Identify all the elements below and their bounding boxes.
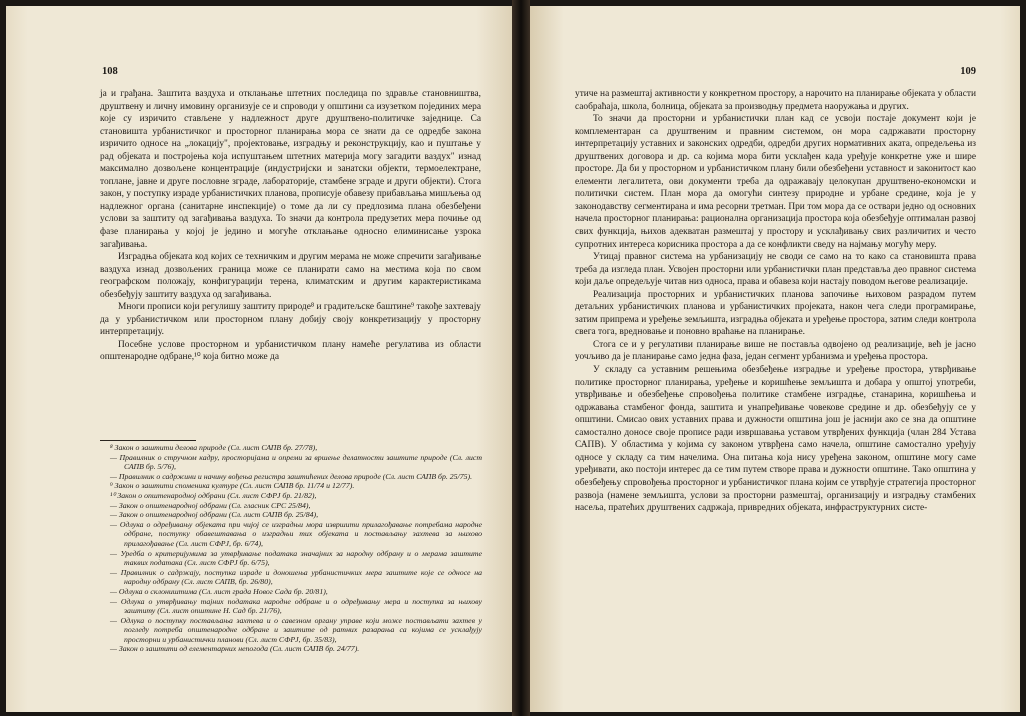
footnote: — Правилник о садржају, поступка израде и доношења урбанистичких мера заштите које се односе на народну одбрану (Сл. лист САПВ, бр. 26/80), [110,567,482,587]
footnote: ¹⁰ Закон о општенародној одбрани (Сл. лист СФРЈ бр. 21/82), [110,490,317,500]
footnote: — Правилник о стручном кадру, просторијама и опреми за вршење делатности заштите природе (Сл. лист САПВ бр. 5/76), [110,452,482,472]
footnote: — Закон о општенародној одбрани (Сл. гласник СРС 25/84), [110,500,311,510]
footnotes [110,443,482,654]
paragraph: Посебне услове просторном и урбанистичком плану намеће регулатива из области општенародне одбране,¹⁰ која битно може да [100,339,481,363]
left-page-body [100,88,481,364]
paragraph: То значи да просторни и урбанистички план кад се усвоји постаје документ који је комплементаран са друштвеним и правним системом, он мора садржавати просторну интерпретацију уставних и законских одредби, одредби других нормативних аката, опредељења из друштвених договора и др. са којима мора бити усклађен када уређује конкретне уже и шире просторе. Да би у просторном и урбанистичком плану били обезбеђени уставност и законитост као елементи легалитета, ови документи треба да одражавају целокупан друштвено-економски и политички систем. План мора да омогући синтезу природне и урбане средине, која је у законодавству сегментирана и има ресорни третман. При том мора да се оствари једно од основних начела просторног планирања: рационална организација простора која обезбеђује оптималан развој свих функција, њихов адекватан размештај у простору и усклађивању свих различитих и често супротних интереса корисника простора а да се конфликти сведу на најмању могућу меру. [575,114,976,250]
footnote: ⁸ Закон о заштити делова природе (Сл. лист САПВ бр. 27/78), [110,443,318,452]
page-number-right: 109 [960,66,976,77]
paragraph: Стога се и у регулативи планирање више не поставља одвојено од реализације, већ је јасно уочљиво да је планирање само једна фаза, један сегмент урбанизма и уређења простора. [575,339,976,363]
left-page [6,6,512,712]
paragraph: Реализација просторних и урбанистичких планова започиње њиховом разрадом путем детаљних урбанистичких планова и урбанистичких пројеката, након чега следи програмирање, затим припрема и уређење земљишта, изградња објеката и уређење простора, затим следи контрола свега тога, вредновање и поновно враћање на планирање. [575,289,976,338]
footnote: — Одлука о склоништима (Сл. лист града Новог Сада бр. 20/81), [110,586,328,596]
footnote: — Закон о општенародној одбрани (Сл. лист САПВ бр. 25/84), [110,510,319,520]
footnote-rule [100,440,196,441]
footnote: — Правилник о садржини и начину вођења регистра заштићених делова природе (Сл. лист САПВ бр. 25/75). [110,471,473,481]
page-number-left: 108 [102,66,118,77]
footnote: — Закон о заштити од елементарних непогода (Сл. лист САПВ бр. 24/77). [110,644,360,654]
right-page-body [575,88,976,515]
paragraph: Утицај правног система на урбанизацију не своди се само на то како са становишта права треба да изгледа план. Усвојен просторни или урбанистички план представља део правног система који даље опредељује читав низ односа, права и обавеза који настају поводом његове реализације. [575,252,976,288]
book-gutter [512,0,530,716]
paragraph: Многи прописи који регулишу заштиту природе⁸ и градитељске баштине⁹ такође захтевају да у урбанистичком или просторном плану добију своју конкретизацију у просторну интерпретацију. [100,302,481,338]
paragraph: У складу са уставним решењима обезбеђење изградње и уређење простора, утврђивање политике просторног планирања, уређење и коришћење земљишта и добара у општој употреби, утврђивање и обезбеђење спровођења политике стамбене изградње, станарина, коришћења и одржавања стамбеног фонда, заштита и унапређивање човекове средине и др. обезбеђују се у општини. Смисао ових уставних права и дужности општина још је јаснији ако се зна да општине самостално доносе своје прописе ради извршавања уставом утврђених функција (члан 284 Устава САПВ). У областима у којима су законом утврђена само начела, општине самостално уређују односе у складу са тим начелима. Она питања која нису уређена законом, општине могу саме уређивати, ако постоји интерес да се тим путем створе права и дужности општине. Тако општина у обезбеђењу спровођења просторног и урбанистичког плана којим се утврђује стратегија просторног развоја (намене земљишта, услови за просторни размештај, организацију и изградњу стамбених насеља, пратећих друштвених садржаја, привредних објеката, инфраструктурних систе- [575,365,976,514]
footnote: ⁹ Закон о заштити споменика културе (Сл. лист САПВ бр. 11/74 и 12/77). [110,481,355,491]
paragraph: ја и грађана. Заштита ваздуха и отклањање штетних последица по здравље становништва, друштвену и личну имовину организује се и спроводи у општини са изузетком појединих мера које су изричито стављене у надлежност друге друштвено-политичке заједнице. Са становишта урбанистичког и просторног планирања мора се знати да се одредбе закона изричито односе на „локацију", пројектовање, изградњу и реконструкцију, као и пуштање у рад објеката и постројења која испуштањем штетних материја могу загадити ваздух" изнад максимално дозвољене концентрације (индустријски и занатски објекти, термоелектране, топлане, јавне и друге пословне зграде, лабораторије, стамбене зграде и други објекти). Стога закон, у поступку израде урбанистичких планова, прописује обавезу прибављања мишљења од надлежног органа (санитарне инспекције) о томе да ли су предлозима плана обезбеђени услови за заштиту од загађивања ваздуха. То значи да контрола предузетих мера почиње од фазе планирања у којој је једино и могуће отклањање односно елиминисање узрока загађивања. [100,89,481,250]
footnote: — Одлука о утврђивању тајних података народне одбране и о одређивању мера и поступка за њихову заштиту (Сл. лист општине Н. Сад бр. 21/76), [110,596,482,616]
footnote: — Одлука о одређивању објеката при чијој се изградњи мора извршити прилагођавање потребама народне одбране, поступку обавештавања о изградњи тих објеката и постављању захтева за њихово прилагођавање (Сл. лист СФРЈ, бр. 6/74), [110,519,482,548]
right-page [530,6,1020,712]
paragraph: утиче на размештај активности у конкретном простору, а нарочито на планирање објеката у области саобраћаја, школа, болница, објеката за производњу предмета наоружања и других. [575,89,976,112]
footnote: — Одлука о поступку постављања захтева и о савезном органу управе који може постављати захтев у погледу потреба општенародне одбране и заштите од ратних разарања са којима се усклађују просторни и урбанистички планови (Сл. лист СФРЈ, бр. 35/83), [110,615,482,644]
paragraph: Изградња објеката код којих се техничким и другим мерама не може спречити загађивање ваздуха изнад дозвољених граница може се планирати само на местима која по свом географском положају, конфигурацији терена, климатским и другим карактеристикама обезбеђују заштиту ваздуха од загађивања. [100,252,481,300]
footnote: — Уредба о критеријумима за утврђивање података значајних за народну одбрану и о мерама заштите таквих података (Сл. лист СФРЈ бр. 6/75), [110,548,482,568]
